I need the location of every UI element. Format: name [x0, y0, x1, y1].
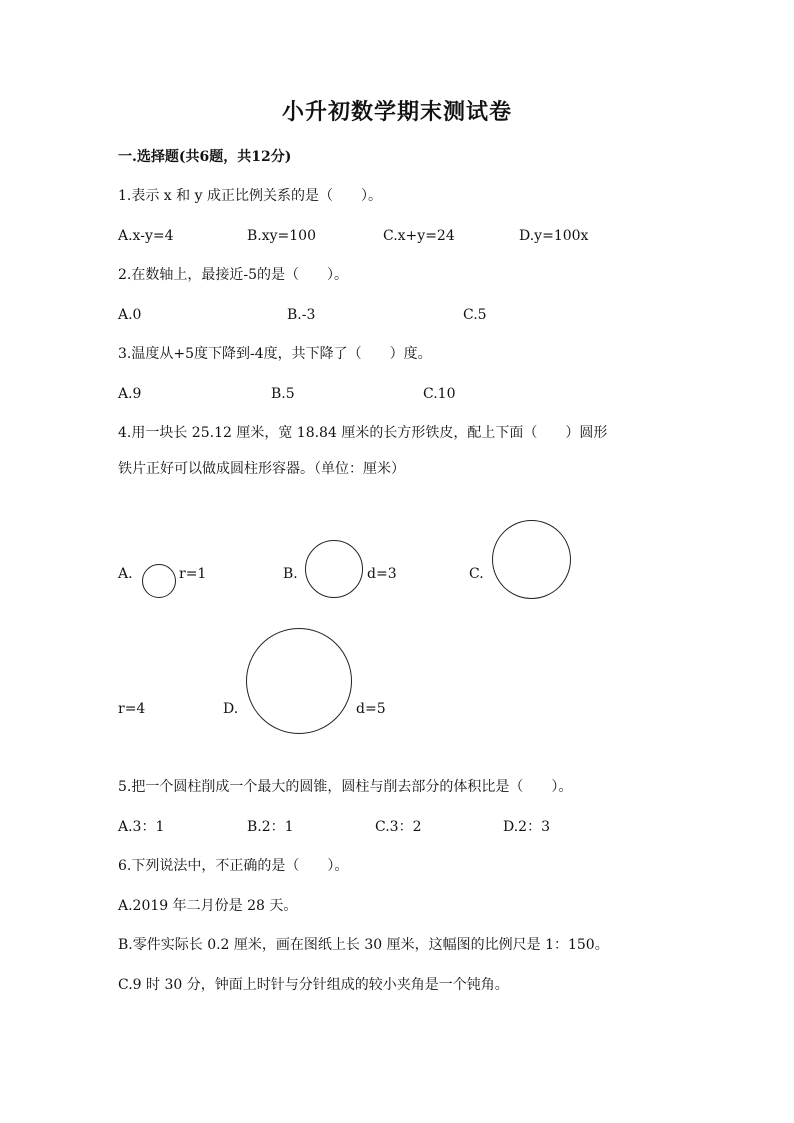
- question-3-option-b: B.5: [271, 386, 295, 402]
- page-title: 小升初数学期末测试卷: [281, 99, 512, 125]
- question-5-option-c: C.3：2: [375, 819, 422, 835]
- question-3-option-c: C.10: [423, 386, 456, 402]
- question-6-stem: 6.下列说法中，不正确的是（ ）。: [118, 858, 349, 874]
- question-1-option-b: B.xy=100: [247, 228, 316, 244]
- question-2-option-b: B.-3: [287, 307, 316, 323]
- circle-d-shape: [246, 628, 352, 734]
- question-4-option-c-label: C.: [469, 566, 484, 582]
- question-2-option-c: C.5: [463, 307, 487, 323]
- question-4-stem-line-2: 铁片正好可以做成圆柱形容器。（单位：厘米）: [118, 461, 405, 477]
- question-4-option-a-value: r=1: [179, 566, 207, 582]
- question-5-option-a: A.3：1: [118, 819, 165, 835]
- question-4-option-d-value: d=5: [356, 701, 386, 717]
- section-heading: 一.选择题(共6题，共12分): [118, 149, 292, 165]
- circle-b-shape: [305, 540, 363, 598]
- question-3-option-a: A.9: [118, 386, 142, 402]
- question-6-option-b: B.零件实际长 0.2 厘米，画在图纸上长 30 厘米，这幅图的比例尺是 1：150。: [118, 937, 609, 953]
- question-5-stem: 5.把一个圆柱削成一个最大的圆锥，圆柱与削去部分的体积比是（ ）。: [118, 779, 573, 795]
- question-2-stem: 2.在数轴上，最接近-5的是（ ）。: [118, 267, 348, 283]
- question-1-option-c: C.x+y=24: [383, 228, 455, 244]
- question-4-option-a-label: A.: [118, 566, 133, 582]
- question-6-option-a: A.2019 年二月份是 28 天。: [118, 898, 298, 914]
- question-4-stem-line-1: 4.用一块长 25.12 厘米，宽 18.84 厘米的长方形铁皮，配上下面（ ）圆形: [118, 425, 608, 441]
- question-1-option-a: A.x-y=4: [118, 228, 174, 244]
- circle-c-shape: [492, 520, 571, 599]
- question-4-option-b-label: B.: [283, 566, 298, 582]
- question-4-option-c-value: r=4: [118, 701, 146, 717]
- question-5-option-d: D.2：3: [503, 819, 550, 835]
- question-2-option-a: A.0: [118, 307, 142, 323]
- question-4-option-d-label: D.: [223, 701, 239, 717]
- question-3-stem: 3.温度从+5度下降到-4度，共下降了（ ）度。: [118, 346, 432, 362]
- question-5-option-b: B.2：1: [247, 819, 294, 835]
- question-1-stem: 1.表示 x 和 y 成正比例关系的是（ ）。: [118, 188, 382, 204]
- question-6-option-c: C.9 时 30 分，钟面上时针与分针组成的较小夹角是一个钝角。: [118, 977, 509, 993]
- circle-a-shape: [142, 564, 176, 598]
- question-1-option-d: D.y=100x: [519, 228, 589, 244]
- question-4-option-b-value: d=3: [367, 566, 397, 582]
